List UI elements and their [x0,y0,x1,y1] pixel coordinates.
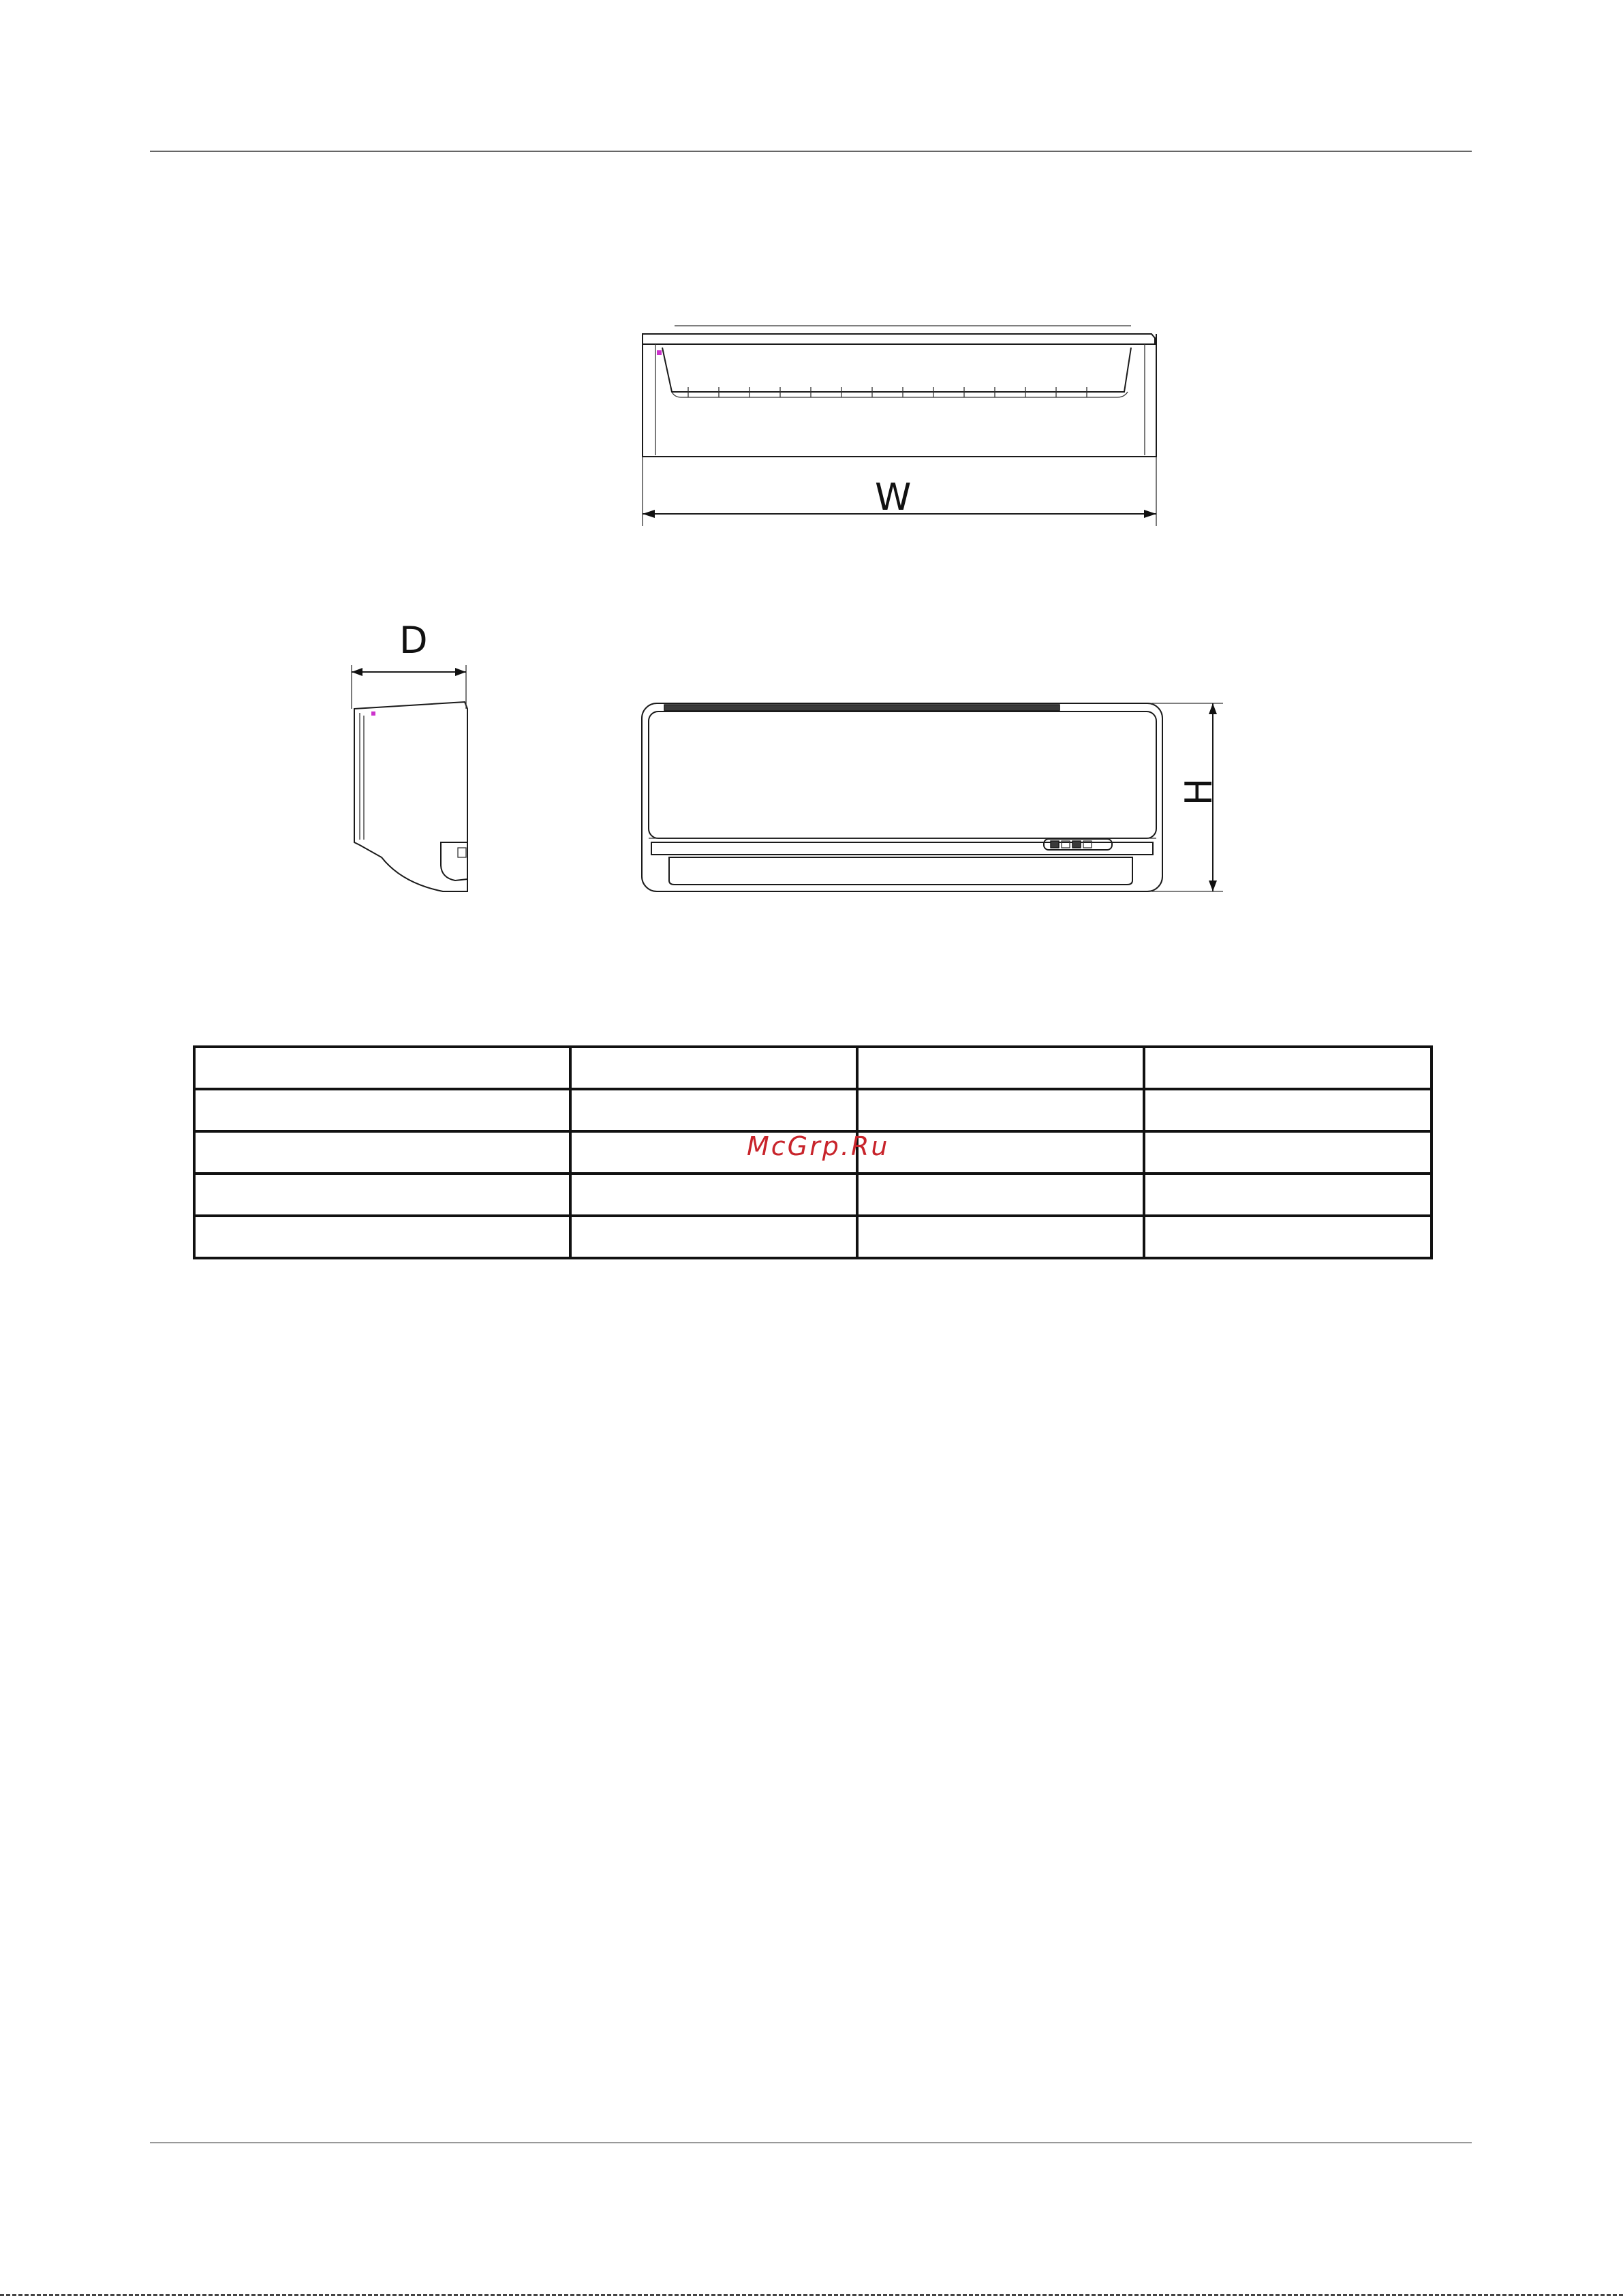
width-label: W [875,476,912,519]
indicator-3-icon [1072,841,1081,848]
table-cell [570,1174,857,1216]
top-view-accent-marker [657,350,662,355]
table-cell [1144,1131,1432,1174]
table-cell [194,1174,570,1216]
table-cell [570,1216,857,1258]
front-view-outer-body [642,703,1162,891]
side-view [352,619,467,891]
control-panel [1044,839,1112,850]
table-cell [1144,1047,1432,1089]
table-row [194,1216,1432,1258]
top-view-louver-lip [672,392,1128,397]
table-cell [857,1131,1144,1174]
table-cell [857,1174,1144,1216]
top-view-louver [662,348,1131,392]
top-view-front-edge [643,334,1155,344]
side-view-accent-marker [371,711,375,716]
front-view-air-intake [664,705,1060,711]
unit-dimension-drawing [0,0,1623,954]
table-cell [857,1047,1144,1089]
table-row [194,1089,1432,1131]
top-view-outline [643,334,1156,457]
front-view-front-panel [649,711,1156,838]
table-row [194,1174,1432,1216]
top-view [643,326,1156,526]
table-cell [857,1216,1144,1258]
table-cell [194,1047,570,1089]
table-cell [1144,1089,1432,1131]
table-cell [1144,1174,1432,1216]
table-cell [570,1089,857,1131]
watermark-text: McGrp.Ru [747,1131,890,1161]
table-cell [194,1131,570,1174]
table-cell [194,1089,570,1131]
table-cell [570,1047,857,1089]
front-view-outlet-louver [669,857,1132,885]
footer-rule [150,2142,1472,2143]
height-label: H [1177,778,1220,806]
table-cell [1144,1216,1432,1258]
side-view-outlet-port [458,848,466,857]
table-cell [194,1216,570,1258]
depth-label: D [399,619,428,662]
table-cell [857,1089,1144,1131]
side-view-outline [354,702,467,891]
indicator-1-icon [1051,841,1059,848]
front-view [642,703,1223,891]
table-row [194,1047,1432,1089]
